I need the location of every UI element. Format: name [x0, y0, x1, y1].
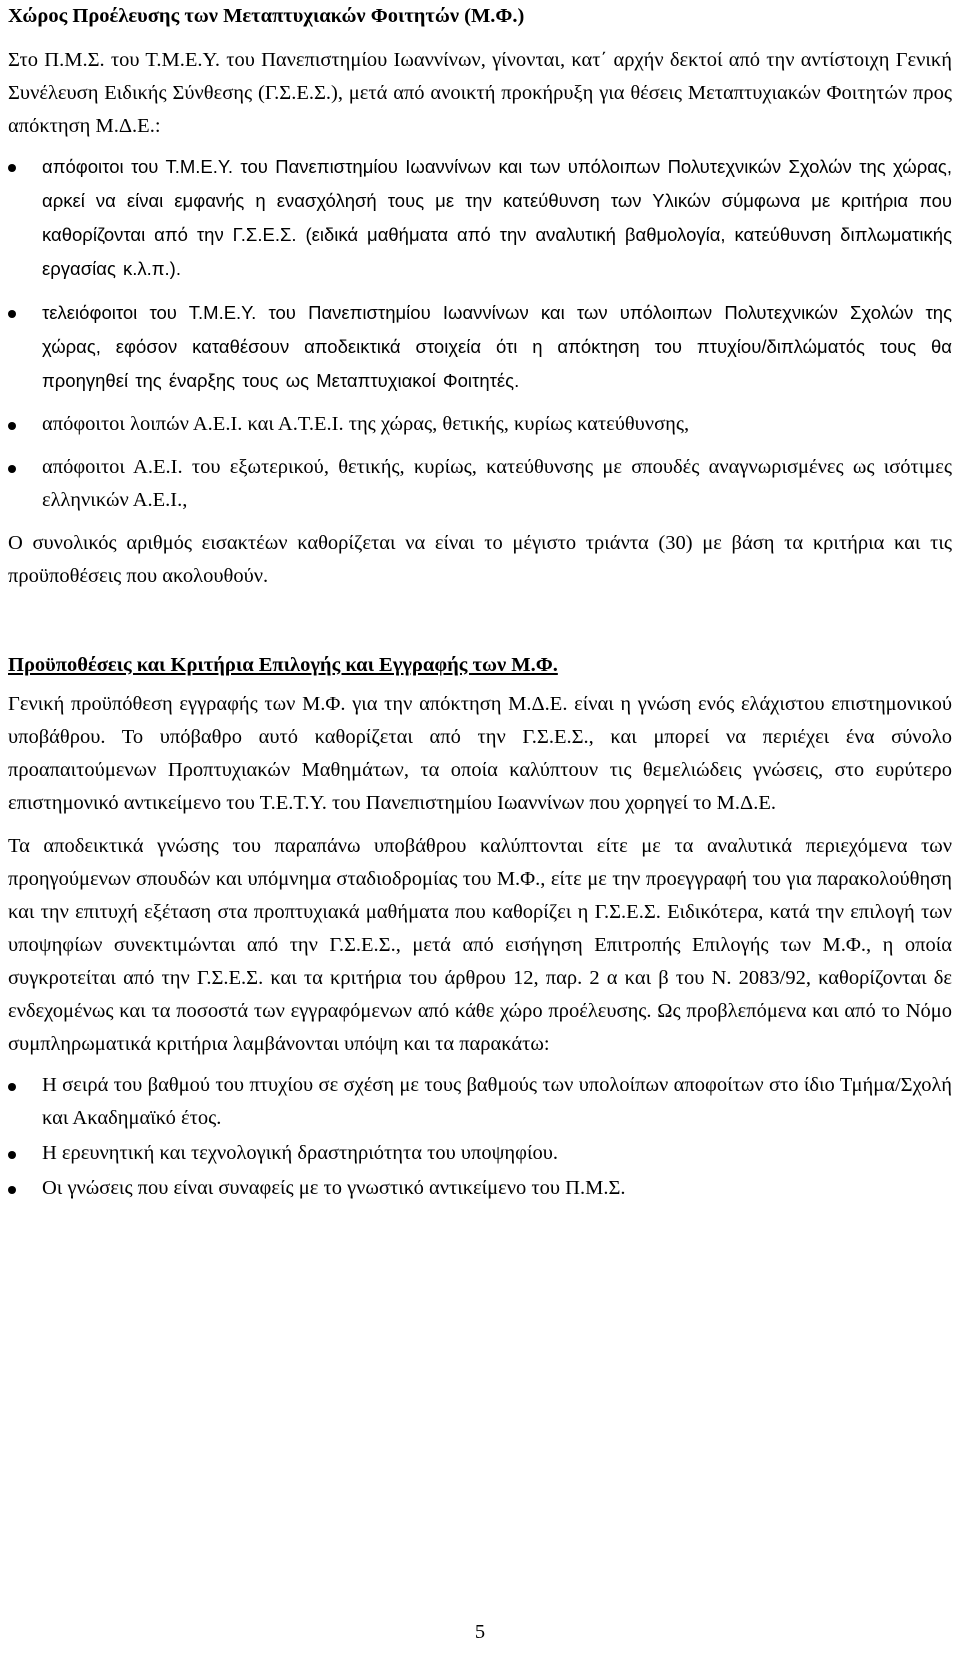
section-heading-criteria: Προϋποθέσεις και Κριτήρια Επιλογής και Εγγραφής των Μ.Φ. [8, 654, 558, 676]
list-item-text: απόφοιτοι του Τ.Μ.Ε.Υ. του Πανεπιστημίου Ιωαννίνων και των υπόλοιπων Πολυτεχνικών Σχολών της χώρας, αρκεί να είναι εμφανής η ενασχόλησή τους με την κατεύθυνση των Υλικών σύμφωνα με κριτήρια που καθορίζονται από την Γ.Σ.Ε.Σ. (ειδικά μαθήματα από την αναλυτική βαθμολογία, κατεύθυνση διπλωματικής εργασίας κ.λ.π.). [42, 156, 952, 279]
list-item-text: τελειόφοιτοι του Τ.Μ.Ε.Υ. του Πανεπιστημίου Ιωαννίνων και των υπόλοιπων Πολυτεχνικών Σχολών της χώρας, εφόσον καταθέσουν αποδεικτικά στοιχεία ότι η απόκτηση του πτυχίου/διπλώματός τους θα προηγηθεί της έναρξης τους ως Μεταπτυχιακοί Φοιτητές. [42, 302, 952, 391]
list-item [8, 408, 952, 441]
bullet-icon [8, 164, 16, 172]
list-item [8, 1069, 952, 1135]
bullet-icon [8, 1083, 16, 1091]
list-item [8, 150, 952, 286]
list-item-text: απόφοιτοι λοιπών Α.Ε.Ι. και Α.Τ.Ε.Ι. της χώρας, θετικής, κυρίως κατεύθυνσης, [42, 413, 690, 435]
list-item [8, 451, 952, 517]
bullet-icon [8, 422, 16, 430]
total-admissions-paragraph: Ο συνολικός αριθμός εισακτέων καθορίζεται να είναι το μέγιστο τριάντα (30) με βάση τα κριτήρια και τις προϋποθέσεις που ακολουθούν. [8, 532, 952, 587]
list-item [8, 1137, 952, 1170]
document-page [8, 0, 952, 1207]
list-item-text: Οι γνώσεις που είναι συναφείς με το γνωστικό αντικείμενο του Π.Μ.Σ. [42, 1177, 626, 1199]
page-number: 5 [474, 1621, 486, 1643]
intro-paragraph: Στο Π.Μ.Σ. του Τ.Μ.Ε.Υ. του Πανεπιστημίου Ιωαννίνων, γίνονται, κατ΄ αρχήν δεκτοί από την αντίστοιχη Γενική Συνέλευση Ειδικής Σύνθεσης (Γ.Σ.Ε.Σ.), μετά από ανοικτή προκήρυξη για θέσεις Μεταπτυχιακών Φοιτητών προς απόκτηση Μ.Δ.Ε.: [8, 49, 952, 137]
list-item-text: Η σειρά του βαθμού του πτυχίου σε σχέση με τους βαθμούς των υπολοίπων αποφοίτων στο ίδιο Τμήμα/Σχολή και Ακαδημαϊκό έτος. [42, 1074, 952, 1129]
general-requirement-paragraph: Γενική προϋπόθεση εγγραφής των Μ.Φ. για την απόκτηση Μ.Δ.Ε. είναι η γνώση ενός ελάχιστου επιστημονικού υποβάθρου. Το υπόβαθρο αυτό καθορίζεται από την Γ.Σ.Ε.Σ., και μπορεί να περιέχει ένα σύνολο προαπαιτούμενων Προπτυχιακών Μαθημάτων, τα οποία καλύπτουν τις θεμελιώδεις γνώσεις, στο ευρύτερο επιστημονικό αντικείμενο του Τ.Ε.Τ.Υ. του Πανεπιστημίου Ιωαννίνων που χορηγεί το Μ.Δ.Ε. [8, 693, 952, 814]
section-heading-origin: Χώρος Προέλευσης των Μεταπτυχιακών Φοιτητών (Μ.Φ.) [8, 5, 525, 27]
evidence-paragraph: Τα αποδεικτικά γνώσης του παραπάνω υποβάθρου καλύπτονται είτε με τα αναλυτικά περιεχόμενα των προηγούμενων σπουδών και υπόμνημα σταδιοδρομίας του Μ.Φ., είτε με την προεγγραφή του για παρακολούθηση και την επιτυχή εξέταση στα προπτυχιακά μαθήματα που καθορίζει η Γ.Σ.Ε.Σ. Ειδικότερα, κατά την επιλογή των υποψηφίων συνεκτιμώνται από την Γ.Σ.Ε.Σ., μετά από εισήγηση Επιτροπής Επιλογής των Μ.Φ., η οποία συγκροτείται από την Γ.Σ.Ε.Σ. και τα κριτήρια του άρθρου 12, παρ. 2 α και β του Ν. 2083/92, καθορίζονται δε ενδεχομένως και τα ποσοστά των εγγραφόμενων από κάθε χώρο προέλευσης. Ως προβλεπόμενα και από το Νόμο συμπληρωματικά κριτήρια λαμβάνονται υπόψη και τα παρακάτω: [8, 835, 952, 1055]
bullet-icon [8, 465, 16, 473]
list-item-text: απόφοιτοι Α.Ε.Ι. του εξωτερικού, θετικής, κυρίως, κατεύθυνσης με σπουδές αναγνωρισμένες ως ισότιμες ελληνικών Α.Ε.Ι., [42, 456, 952, 511]
list-item [8, 1172, 952, 1205]
list-item-text: Η ερευνητική και τεχνολογική δραστηριότητα του υποψηφίου. [42, 1142, 559, 1164]
bullet-icon [8, 310, 16, 318]
list-item [8, 296, 952, 398]
bullet-icon [8, 1151, 16, 1159]
bullet-icon [8, 1186, 16, 1194]
origin-list [8, 150, 952, 517]
criteria-list [8, 1069, 952, 1205]
